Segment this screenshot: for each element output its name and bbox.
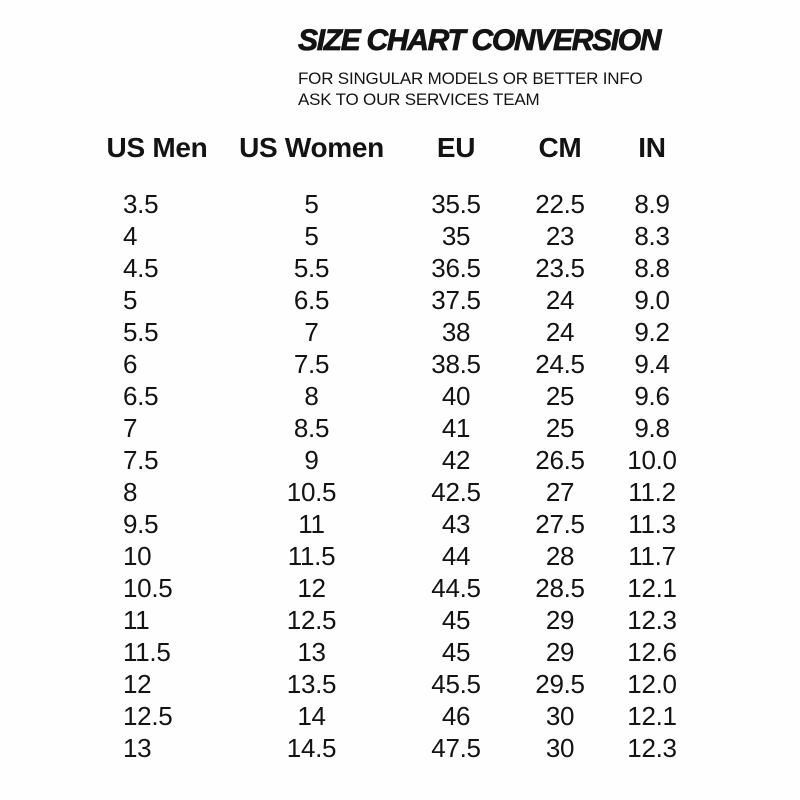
table-body (85, 188, 702, 764)
table-cell: 5.5 (123, 317, 159, 347)
table-cell: 6 (123, 349, 138, 379)
table-cell: 42 (441, 445, 471, 475)
table-cell: 42.5 (431, 477, 481, 507)
table-cell: 30 (545, 733, 575, 763)
table-cell: 9.8 (634, 413, 670, 443)
table-cell: 12.1 (627, 573, 677, 603)
table-row (85, 220, 702, 252)
table-cell: 45 (441, 605, 471, 635)
table-cell: 41 (441, 413, 471, 443)
table-cell: 12.5 (286, 605, 337, 635)
table-cell: 30 (545, 701, 575, 731)
table-cell: 44 (441, 541, 471, 571)
table-cell: 7.5 (123, 445, 159, 475)
column-header-us-women: US Women (239, 132, 384, 163)
table-cell: 11.5 (123, 637, 171, 667)
table-row (85, 668, 702, 700)
table-cell: 12.5 (123, 701, 173, 731)
table-row (85, 636, 702, 668)
table-cell: 24.5 (535, 349, 585, 379)
table-cell: 35 (441, 221, 471, 251)
subtitle-line-1: FOR SINGULAR MODELS OR BETTER INFO (298, 69, 643, 88)
table-cell: 36.5 (431, 253, 481, 283)
table-cell: 6.5 (123, 381, 159, 411)
page-title: SIZE CHART CONVERSION (298, 24, 661, 57)
table-cell: 8.9 (634, 189, 670, 219)
table-cell: 46 (441, 701, 471, 731)
table-cell: 24 (545, 285, 575, 315)
table-cell: 14 (297, 701, 326, 731)
table-cell: 38 (441, 317, 471, 347)
column-header-eu: EU (436, 132, 476, 163)
table-cell: 11 (123, 605, 150, 635)
table-cell: 9.4 (634, 349, 670, 379)
table-cell: 6.5 (293, 285, 330, 315)
table-row (85, 188, 702, 220)
column-header-us-men: US Men (106, 132, 208, 163)
table-cell: 23.5 (535, 253, 585, 283)
table-cell: 9.2 (634, 317, 670, 347)
table-cell: 35.5 (431, 189, 481, 219)
table-cell: 13.5 (286, 669, 337, 699)
column-header-in: IN (638, 132, 666, 163)
table-cell: 47.5 (431, 733, 481, 763)
subtitle-line-2: ASK TO OUR SERVICES TEAM (298, 90, 540, 109)
table-cell: 4 (123, 221, 138, 251)
table-cell: 5 (304, 221, 319, 251)
table-cell: 7.5 (293, 349, 330, 379)
table-cell: 8 (123, 477, 138, 507)
table-cell: 28 (545, 541, 575, 571)
table-cell: 13 (123, 733, 152, 763)
table-row (85, 540, 702, 572)
table-cell: 45 (441, 637, 471, 667)
table-cell: 10.5 (123, 573, 173, 603)
table-cell: 23 (545, 221, 575, 251)
table-cell: 5.5 (293, 253, 330, 283)
table-cell: 3.5 (123, 189, 159, 219)
table-row (85, 444, 702, 476)
table-cell: 10 (123, 541, 152, 571)
table-cell: 5 (123, 285, 138, 315)
table-row (85, 476, 702, 508)
table-row (85, 316, 702, 348)
table-cell: 9.6 (634, 381, 670, 411)
table-cell: 8.5 (293, 413, 330, 443)
table-cell: 7 (304, 317, 319, 347)
table-cell: 9.0 (634, 285, 670, 315)
table-cell: 9 (304, 445, 319, 475)
table-cell: 12.3 (627, 605, 677, 635)
table-row (85, 348, 702, 380)
table-cell: 11.7 (628, 541, 676, 571)
table-cell: 25 (545, 381, 575, 411)
table-cell: 8 (304, 381, 319, 411)
table-row (85, 604, 702, 636)
table-cell: 8.3 (634, 221, 670, 251)
table-cell: 45.5 (431, 669, 481, 699)
table-row (85, 284, 702, 316)
table-header-row (85, 131, 702, 165)
table-row (85, 572, 702, 604)
table-cell: 37.5 (431, 285, 481, 315)
table-cell: 40 (441, 381, 471, 411)
table-cell: 13 (297, 637, 326, 667)
table-cell: 22.5 (535, 189, 585, 219)
table-cell: 12.3 (627, 733, 677, 763)
table-row (85, 732, 702, 764)
table-cell: 38.5 (431, 349, 481, 379)
table-cell: 26.5 (535, 445, 585, 475)
table-row (85, 380, 702, 412)
table-cell: 29 (545, 605, 575, 635)
title-block (298, 24, 660, 110)
table-cell: 10.0 (627, 445, 677, 475)
table-row (85, 700, 702, 732)
table-cell: 29.5 (535, 669, 585, 699)
table-cell: 5 (304, 189, 319, 219)
table-cell: 25 (545, 413, 575, 443)
table-cell: 43 (441, 509, 471, 539)
size-conversion-table (85, 131, 702, 764)
table-row (85, 508, 702, 540)
table-row (85, 412, 702, 444)
table-cell: 27 (545, 477, 575, 507)
table-row (85, 252, 702, 284)
table-cell: 4.5 (123, 253, 159, 283)
table-cell: 9.5 (123, 509, 159, 539)
table-cell: 11 (298, 509, 325, 539)
table-cell: 29 (545, 637, 575, 667)
table-cell: 12 (123, 669, 152, 699)
column-header-cm: CM (538, 132, 582, 163)
table-cell: 12.6 (627, 637, 677, 667)
table-cell: 7 (123, 413, 138, 443)
table-cell: 28.5 (535, 573, 585, 603)
table-cell: 12 (297, 573, 326, 603)
table-cell: 14.5 (286, 733, 337, 763)
table-cell: 12.0 (627, 669, 677, 699)
table-cell: 12.1 (627, 701, 677, 731)
table-cell: 27.5 (535, 509, 585, 539)
table-cell: 44.5 (431, 573, 481, 603)
table-cell: 11.3 (628, 509, 676, 539)
table-cell: 11.2 (628, 477, 676, 507)
table-cell: 8.8 (634, 253, 670, 283)
table-cell: 24 (545, 317, 575, 347)
table-cell: 11.5 (287, 541, 336, 571)
table-cell: 10.5 (286, 477, 337, 507)
